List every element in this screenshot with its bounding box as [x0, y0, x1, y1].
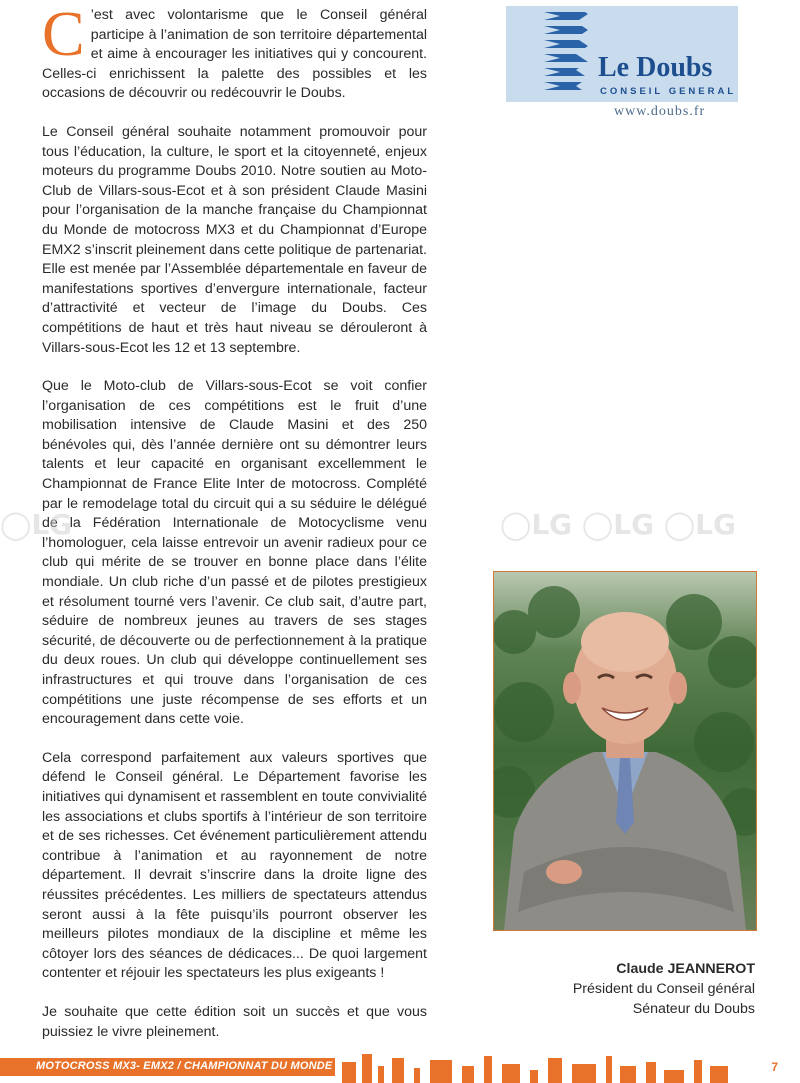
- paragraph-1-text: ’est avec volontarisme que le Conseil général participe à l’animation de son territoire départemental et aime à encourager les initiatives qui y concourent. Celles-ci enrichissent la palette des possibles et les occasions de découvrir ou redécouvrir le Doubs.: [42, 7, 427, 102]
- paragraph-5: Je souhaite que cette édition soit un succès et que vous puissiez le vivre pleinement.: [42, 1003, 427, 1040]
- watermark: ◯LG ◯LG ◯LG ◯LG: [0, 508, 736, 541]
- caption-name: Claude JEANNEROT: [616, 961, 755, 977]
- paragraph-4: Cela correspond parfaitement aux valeurs sportives que défend le Conseil général. Le Département favorise les initiatives qui dynamisent et rassemblent en toute convivialité les associations et clubs sportifs à l’intérieur de son territoire et de ses richesses. Cet événement particulièrement attendu contribue à l’animation et au rayonnement de notre département. Il devrait s’inscrire dans la droite ligne des réussites précédentes. Les milliers de spectateurs attendus seront aussi à la fête puisqu’ils pourront observer les meilleurs pilotes mondiaux de la discipline et même les côtoyer lors des séances de dédicaces... De quoi largement contenter et réjouir les spectateurs les plus exigeants !: [42, 749, 427, 982]
- logo-title: Le Doubs: [598, 52, 713, 83]
- portrait-photo: [493, 571, 757, 931]
- article-body: [42, 0, 427, 1061]
- paragraph-intro: [42, 0, 427, 104]
- portrait-illustration: [494, 572, 756, 930]
- paragraph-2: Le Conseil général souhaite notamment promouvoir pour tous l’éducation, la culture, le sport et la citoyenneté, enjeux moteurs du programme Doubs 2010. Notre soutien au Moto-Club de Villars-sous-Ecot et à son président Claude Masini pour l’organisation de la manche française du Championnat du Monde de motocross MX3 et du Championnat d’Europe EMX2 s’inscrit pleinement dans cette politique de partenariat. Elle est menée par l’Assemblée départementale en faveur de manifestations sportives d’envergure internationale, facteur d’attractivité et vecteur de l’image du Doubs. Ces compétitions de haut et très haut niveau se dérouleront à Villars-sous-Ecot les 12 et 13 septembre.: [42, 123, 427, 356]
- page-number: 7: [771, 1060, 778, 1074]
- page-footer: [0, 1052, 800, 1083]
- logo-url: www.doubs.fr: [614, 104, 706, 119]
- doubs-logo: [506, 6, 754, 126]
- logo-subtitle: CONSEIL GENERAL: [600, 86, 737, 97]
- caption-role-1: Président du Conseil général: [572, 981, 755, 997]
- drop-cap: C: [42, 0, 85, 69]
- caption-role-2: Sénateur du Doubs: [632, 1001, 755, 1017]
- logo-zigzag-icon: [514, 6, 604, 102]
- footer-title: MOTOCROSS MX3- EMX2 / CHAMPIONNAT DU MONDE: [36, 1060, 333, 1072]
- photo-caption: [573, 959, 755, 1019]
- paragraph-3: Que le Moto-club de Villars-sous-Ecot se voit confier l’organisation de ces compétitions est le fruit d’une mobilisation intensive de Claude Masini et des 250 bénévoles qui, dès l’année dernière ont su démontrer leurs talents et leur capacité en organisant excellemment le Championnat de France Elite Inter de motocross. Complété par le remodelage total du circuit qui a su séduire le délégué de la Fédération Internationale de Motocyclisme venu l’homologuer, cela laisse entrevoir un avenir radieux pour ce club qui mérite de se trouver en bonne place dans l’élite mondiale. Un club riche d’un passé et de pilotes prestigieux et résolument tourné vers l’avenir. Ce club sait, d’autre part, séduire de nombreux jeunes au travers de ses stages sécurité, de découverte ou de perfectionnement à la pratique du deux roues. Un club qui développe continuellement ses infrastructures et qui trouve dans l’organisation de ces compétitions une juste récompense de ses efforts et un encouragement dans cette voie.: [42, 378, 427, 728]
